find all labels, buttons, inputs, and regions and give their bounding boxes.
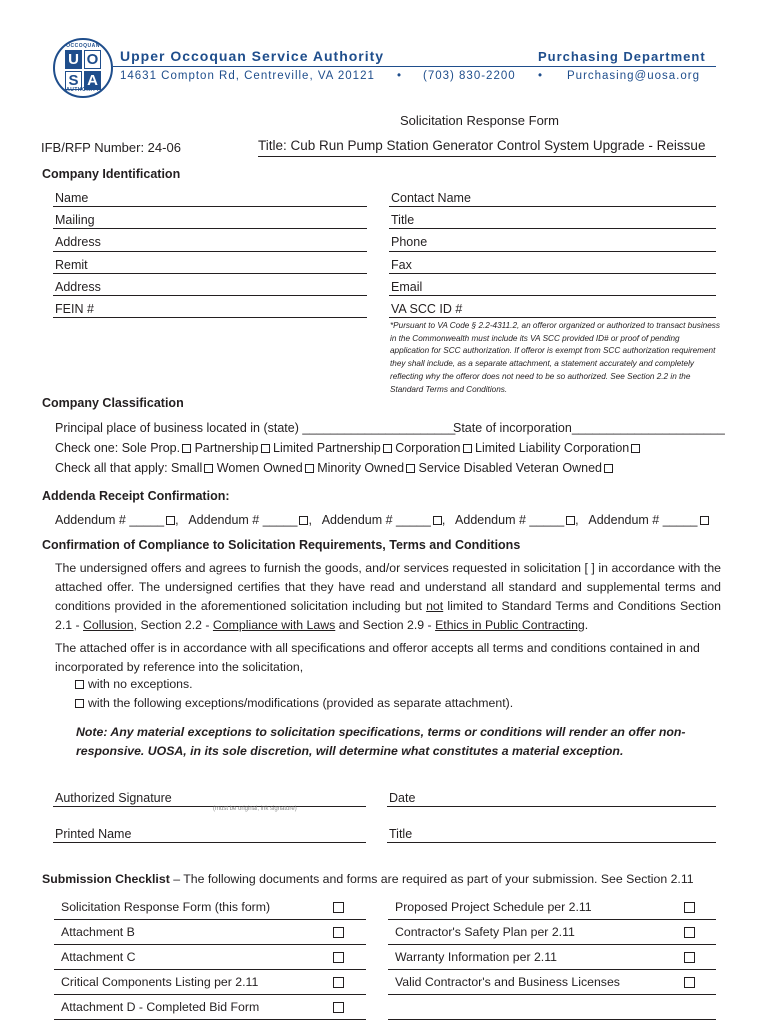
checklist-checkbox[interactable] [684, 902, 695, 913]
option-with-exceptions [75, 696, 513, 710]
fax-label: Fax [391, 258, 412, 272]
addendum-checkbox[interactable] [566, 516, 575, 525]
logo-cell: U [65, 50, 82, 69]
title-underline [258, 156, 716, 157]
addendum-checkbox[interactable] [433, 516, 442, 525]
addendum-checkbox[interactable] [700, 516, 709, 525]
checklist-item [54, 945, 366, 970]
checkbox-sdvo[interactable] [604, 464, 613, 473]
checklist-item [388, 920, 716, 945]
addenda-row [55, 513, 709, 527]
option-llc: Limited Liability Corporation [475, 441, 630, 455]
checklist-item-label: Proposed Project Schedule per 2.11 [395, 900, 592, 914]
checklist-checkbox[interactable] [684, 952, 695, 963]
authorized-signature-label: Authorized Signature [55, 791, 172, 805]
option-small: Small [171, 461, 203, 475]
remit-label: Remit [55, 258, 88, 272]
checklist-heading: Submission Checklist [42, 872, 170, 886]
contact-name-field[interactable] [389, 206, 716, 207]
ifb-rfp-number: IFB/RFP Number: 24-06 [41, 140, 181, 155]
header-rule [113, 66, 716, 67]
org-address: 14631 Compton Rd, Centreville, VA 20121 [120, 70, 375, 82]
fein-label: FEIN # [55, 302, 94, 316]
checklist-item-label: Attachment C [61, 950, 136, 964]
org-phone: (703) 830-2200 [423, 70, 516, 82]
check-all-label: Check all that apply: [55, 461, 172, 475]
checklist-intro-text: – The following documents and forms are required as part of your submission. See Section 2.11 [169, 872, 694, 886]
option-sdvo: Service Disabled Veteran Owned [418, 461, 602, 475]
addendum-field[interactable]: Addendum # _____ [588, 513, 698, 527]
email-label: Email [391, 280, 423, 294]
option-label: with no exceptions. [88, 677, 193, 691]
printed-name-label: Printed Name [55, 827, 132, 841]
mailing-address-label: Address [55, 235, 101, 249]
addendum-checkbox[interactable] [166, 516, 175, 525]
fax-field[interactable] [389, 273, 716, 274]
logo-cell: A [84, 71, 101, 90]
checklist-intro [42, 872, 694, 886]
checklist-item [388, 970, 716, 995]
checklist-item-label: Attachment B [61, 925, 135, 939]
department-name: Purchasing Department [538, 49, 706, 64]
checkbox-sole-prop[interactable] [182, 444, 191, 453]
name-field[interactable] [53, 206, 367, 207]
fein-field[interactable] [53, 317, 367, 318]
logo-cell: S [65, 71, 82, 90]
org-name: Upper Occoquan Service Authority [120, 48, 385, 64]
va-scc-id-label: VA SCC ID # [391, 302, 463, 316]
checklist-checkbox[interactable] [333, 952, 344, 963]
state-incorporation-field[interactable]: State of incorporation______________________ [453, 421, 725, 435]
option-sole-prop: Sole Prop. [121, 441, 181, 455]
option-label: with the following exceptions/modifications (provided as separate attachment). [88, 696, 514, 710]
logo-cell: O [84, 50, 101, 69]
uosa-logo [53, 38, 113, 98]
va-scc-id-field[interactable] [389, 317, 716, 318]
addendum-field[interactable]: Addendum # _____ [321, 513, 431, 527]
compliance-heading: Confirmation of Compliance to Solicitation Requirements, Terms and Conditions [42, 538, 521, 552]
check-one-row [55, 441, 640, 455]
logo-ring-bottom-text: AUTHORITY [66, 87, 100, 93]
checklist-checkbox[interactable] [684, 977, 695, 988]
contact-name-label: Contact Name [391, 191, 471, 205]
addendum-field[interactable]: Addendum # _____ [455, 513, 565, 527]
addendum-field[interactable]: Addendum # _____ [188, 513, 298, 527]
title-field[interactable] [389, 228, 716, 229]
option-limited-partnership: Limited Partnership [273, 441, 381, 455]
checklist-item [54, 920, 366, 945]
collusion-ref: Collusion [83, 618, 134, 632]
checklist-checkbox[interactable] [684, 927, 695, 938]
checklist-item-label: Contractor's Safety Plan per 2.11 [395, 925, 575, 939]
solicitation-title: Title: Cub Run Pump Station Generator Control System Upgrade - Reissue [258, 138, 706, 153]
checklist-item-label: Valid Contractor's and Business Licenses [395, 975, 620, 989]
checkbox-partnership[interactable] [261, 444, 270, 453]
signature-title-field[interactable] [387, 842, 716, 843]
logo-grid [65, 50, 101, 89]
text: . [584, 618, 589, 632]
check-one-label: Check one: [55, 441, 122, 455]
date-label: Date [389, 791, 416, 805]
phone-field[interactable] [389, 251, 716, 252]
option-partnership: Partnership [194, 441, 259, 455]
signature-hint: (must be original, ink signature) [213, 806, 297, 812]
checkbox-minority-owned[interactable] [406, 464, 415, 473]
checklist-checkbox[interactable] [333, 1002, 344, 1013]
remit-address-field[interactable] [53, 295, 367, 296]
mailing-address-field[interactable] [53, 251, 367, 252]
checklist-item-label: Solicitation Response Form (this form) [61, 900, 271, 914]
company-identification-heading: Company Identification [42, 167, 181, 181]
checklist-item-label: Warranty Information per 2.11 [395, 950, 557, 964]
checklist-checkbox[interactable] [333, 977, 344, 988]
separator: , [441, 513, 446, 527]
name-label: Name [55, 191, 89, 205]
org-email: Purchasing@uosa.org [567, 70, 700, 82]
separator: , [175, 513, 179, 527]
authorized-signature-field[interactable] [53, 806, 366, 807]
text: limited to Standard Terms and Conditions Section 2.1 - [55, 599, 721, 632]
laws-ref: Compliance with Laws [212, 618, 336, 632]
checkbox-limited-partnership[interactable] [383, 444, 392, 453]
checkbox-with-exceptions[interactable] [75, 699, 84, 708]
checklist-checkbox[interactable] [333, 927, 344, 938]
checklist-item-blank [388, 995, 716, 1020]
checkbox-women-owned[interactable] [305, 464, 314, 473]
checklist-item-label: Attachment D - Completed Bid Form [61, 1000, 260, 1014]
mailing-label: Mailing [55, 213, 95, 227]
material-exception-note: Note: Any material exceptions to solicitation specifications, terms or conditions will render an offer non-responsive. UOSA, in its sole discretion, will determine what constitutes a material exception. [76, 725, 686, 758]
email-field[interactable] [389, 295, 716, 296]
form-title: Solicitation Response Form [400, 113, 559, 128]
checkbox-no-exceptions[interactable] [75, 680, 84, 689]
option-corporation: Corporation [395, 441, 461, 455]
checklist-item [54, 995, 366, 1020]
checklist-item [54, 970, 366, 995]
checklist-checkbox[interactable] [333, 902, 344, 913]
check-all-row [55, 461, 613, 475]
date-field[interactable] [387, 806, 716, 807]
addenda-heading: Addenda Receipt Confirmation: [42, 489, 230, 503]
option-no-exceptions [75, 677, 193, 691]
separator: , [575, 513, 579, 527]
logo-ring-top-text: OCCOQUAN [66, 43, 100, 49]
remit-field[interactable] [53, 273, 367, 274]
phone-label: Phone [391, 235, 428, 249]
separator: , [308, 513, 312, 527]
checkbox-small[interactable] [204, 464, 213, 473]
emphasis: not [426, 599, 444, 613]
option-minority-owned: Minority Owned [317, 461, 405, 475]
addendum-field[interactable]: Addendum # _____ [55, 513, 165, 527]
signature-title-label: Title [389, 827, 413, 841]
checklist-item [54, 895, 366, 920]
remit-address-label: Address [55, 280, 101, 294]
text: , Section 2.2 - [133, 618, 213, 632]
text: and Section 2.9 - [335, 618, 436, 632]
text: The undersigned offers and agrees to furnish the goods, and/or services requested in solicitation [ ] in accordance with the attached offer. The undersigned certifies that they have read and understand all standard and supplemental terms and conditions provided in the aforementioned solicitation including but [55, 561, 721, 613]
company-classification-heading: Company Classification [42, 396, 184, 410]
mailing-field[interactable] [53, 228, 367, 229]
compliance-paragraph-1 [55, 559, 721, 635]
printed-name-field[interactable] [53, 842, 366, 843]
principal-place-field[interactable]: Principal place of business located in (state) ______________________ [55, 421, 456, 435]
scc-note: *Pursuant to VA Code § 2.2-4311.2, an offeror organized or authorized to transact business in the Commonwealth must include its VA SCC provided ID# or proof of pending application for SCC authorization. If offeror is exempt from SCC authorization requirement they shall include, as a separate attachment, a statement accurately and completely reflecting why the offeror does not need to be so authorized. See Section 2.2 in the Standard Terms and Conditions. [390, 321, 720, 394]
checklist-item [388, 945, 716, 970]
checklist-item [388, 895, 716, 920]
checkbox-llc[interactable] [631, 444, 640, 453]
ethics-ref: Ethics in Public Contracting [435, 618, 585, 632]
checkbox-corporation[interactable] [463, 444, 472, 453]
compliance-paragraph-2: The attached offer is in accordance with all specifications and offeror accepts all terms and conditions contained in and incorporated by reference into the solicitation, [55, 641, 700, 674]
bullet: • [397, 70, 403, 82]
checklist-item-label: Critical Components Listing per 2.11 [61, 975, 259, 989]
title-label: Title [391, 213, 415, 227]
bullet: • [538, 70, 544, 82]
option-women-owned: Women Owned [216, 461, 303, 475]
